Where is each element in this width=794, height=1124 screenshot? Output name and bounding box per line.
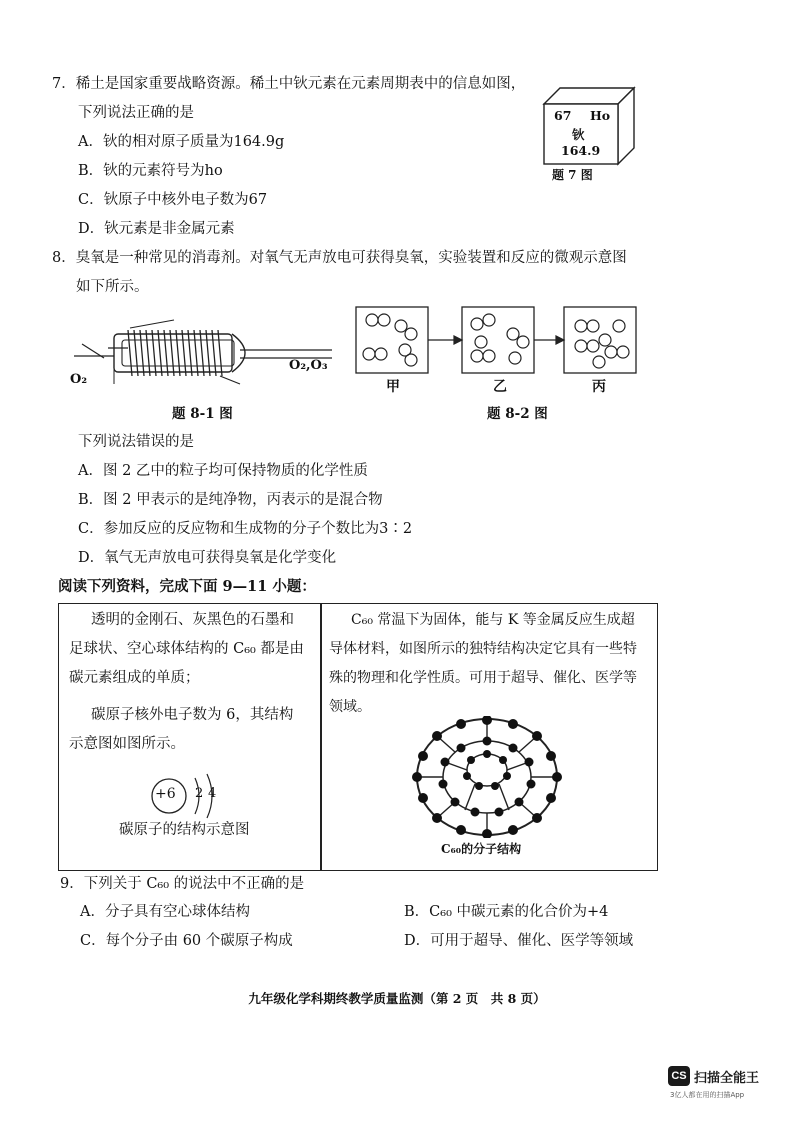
q7-stem-line1: 7．稀土是国家重要战略资源。稀土中钬元素在元素周期表中的信息如图， [52,76,526,92]
scanner-watermark [668,1066,778,1106]
box-label-bing: 丙 [592,379,606,395]
nucleus-charge: +6 [155,786,176,802]
left-line-3: 碳元素组成的单质； [69,670,200,686]
reaction-micro-diagram [355,306,667,374]
q8-stem-line2: 如下所示。 [76,279,149,295]
element-symbol: Ho [590,108,611,123]
reading-right-cell [329,606,654,722]
q9-stem: 9．下列关于 C₆₀ 的说法中不正确的是 [60,876,305,892]
apparatus-input-label: O₂ [70,372,88,387]
q8-option-b: B．图 2 甲表示的是纯净物，丙表示的是混合物 [78,492,383,508]
q7-option-c: C．钬原子中核外电子数为67 [78,192,268,208]
q9-option-b: B．C₆₀ 中碳元素的化合价为+4 [404,904,609,920]
scanner-app-name: 扫描全能王 [694,1071,760,1086]
right-line-4: 领域。 [329,699,371,715]
left-line-5: 示意图如图所示。 [69,736,185,752]
reading-title: 阅读下列资料，完成下面 9—11 小题： [58,578,316,595]
q9-option-a: A．分子具有空心球体结构 [80,904,250,920]
q9-option-c: C．每个分子由 60 个碳原子构成 [80,933,293,949]
element-mass: 164.9 [561,143,601,158]
box-label-yi: 乙 [493,379,507,395]
q7-option-a: A．钬的相对原子质量为164.9g [78,134,285,150]
q9-option-d: D．可用于超导、催化、医学等领域 [404,933,634,949]
reading-material-table [58,603,658,871]
q7-option-b: B．钬的元素符号为ho [78,163,223,179]
q8-figure2-caption: 题 8-2 图 [487,406,548,422]
element-number: 67 [554,108,572,123]
right-line-2: 导体材料，如图所示的独特结构决定它具有一些特 [329,641,637,657]
scanner-logo-icon: CS [668,1066,690,1086]
ozone-generator-apparatus [70,318,336,388]
shell-1-electrons: 2 [195,786,204,801]
q7-option-d: D．钬元素是非金属元素 [78,221,235,237]
shell-2-electrons: 4 [208,786,217,801]
q8-question: 下列说法错误的是 [78,434,194,450]
carbon-atom-diagram [147,772,227,820]
apparatus-output-label: O₂,O₃ [289,358,328,373]
element-name: 钬 [572,127,585,142]
right-line-3: 殊的物理和化学性质。可用于超导、催化、医学等 [329,670,637,686]
c60-molecule-image [411,716,563,838]
element-cube [542,86,636,166]
q8-stem-line1: 8．臭氧是一种常见的消毒剂。对氧气无声放电可获得臭氧，实验装置和反应的微观示意图 [52,250,627,266]
reading-left-cell [69,606,314,759]
box-label-jia: 甲 [386,379,400,395]
left-line-4: 碳原子核外电子数为 6，其结构 [91,707,294,723]
q7-stem-line2: 下列说法正确的是 [78,105,194,121]
q8-option-c: C．参加反应的反应物和生成物的分子个数比为3∶2 [78,521,413,537]
left-line-1: 透明的金刚石、灰黑色的石墨和 [91,612,294,628]
q8-option-d: D．氧气无声放电可获得臭氧是化学变化 [78,550,337,566]
q8-option-a: A．图 2 乙中的粒子均可保持物质的化学性质 [78,463,368,479]
carbon-diagram-caption: 碳原子的结构示意图 [119,822,250,838]
left-line-2: 足球状、空心球体结构的 C₆₀ 都是由 [69,641,304,657]
c60-caption: C₆₀的分子结构 [441,842,522,856]
q7-figure-caption: 题 7 图 [552,168,593,182]
page-footer: 九年级化学科期终教学质量监测（第 2 页 共 8 页） [248,991,546,1006]
scanner-app-slogan: 3亿人都在用的扫描App [670,1091,745,1099]
right-line-1: C₆₀ 常温下为固体，能与 K 等金属反应生成超 [351,612,635,628]
q8-figure1-caption: 题 8-1 图 [172,406,233,422]
